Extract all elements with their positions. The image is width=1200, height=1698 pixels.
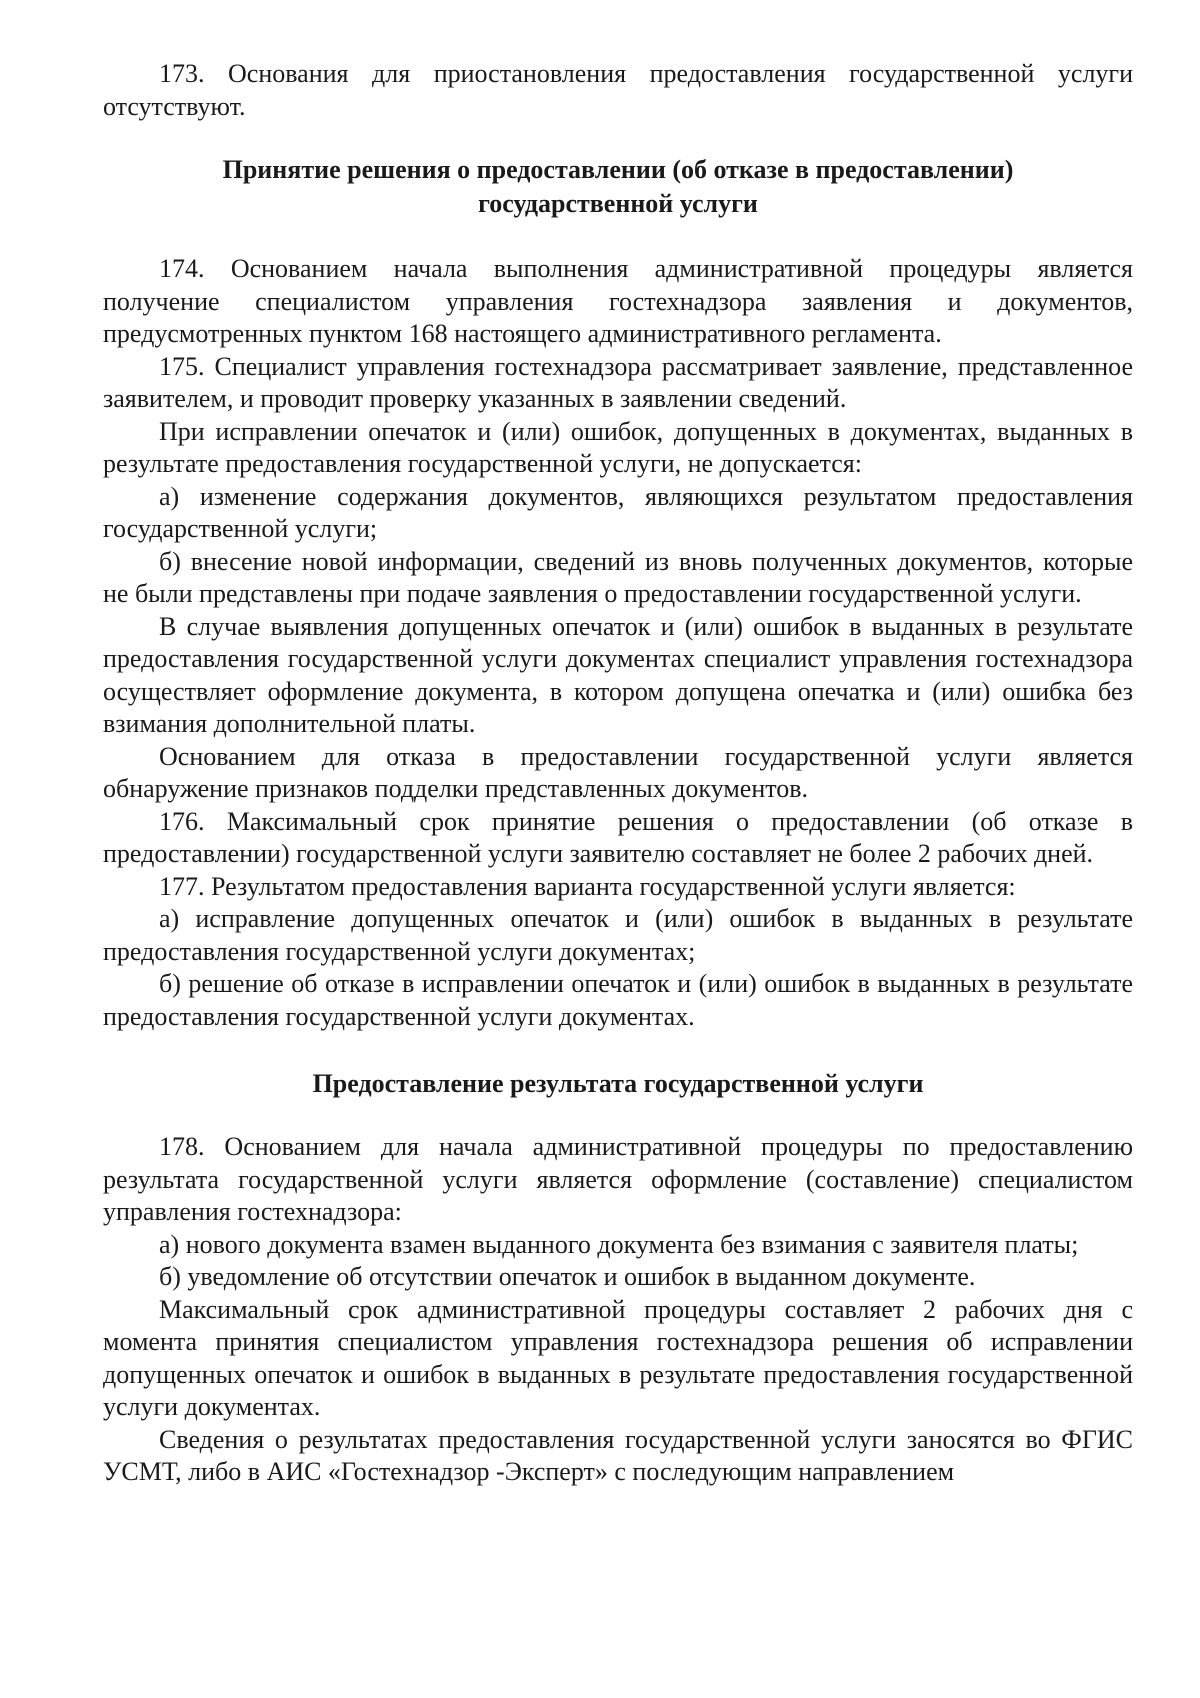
- section-heading-decision: [103, 153, 1133, 221]
- document-page: [103, 58, 1133, 1489]
- paragraph-175: 175. Специалист управления гостехнадзора рассматривает заявление, представленное заявителем, и проводит проверку указанных в заявлении сведений.: [103, 351, 1133, 413]
- section-heading-result: Предоставление результата государственной услуги: [312, 1069, 924, 1098]
- list-item-a-content-change: а) изменение содержания документов, являющихся результатом предоставления государственной услуги;: [103, 481, 1133, 543]
- paragraph-info-entry: Сведения о результатах предоставления государственной услуги заносятся во ФГИС УСМТ, либо в АИС «Гостехнадзор -Эксперт» с последующим направлением: [103, 1424, 1133, 1486]
- paragraph-correction-intro: При исправлении опечаток и (или) ошибок, допущенных в документах, выданных в результате предоставления государственной услуги, не допускается:: [103, 416, 1133, 478]
- section-heading-decision-line1: Принятие решения о предоставлении (об отказе в предоставлении): [222, 155, 1014, 184]
- paragraph-176: 176. Максимальный срок принятие решения о предоставлении (об отказе в предоставлении) государственной услуги заявителю составляет не более 2 рабочих дней.: [103, 806, 1133, 868]
- paragraph-refusal-grounds: Основанием для отказа в предоставлении государственной услуги является обнаружение признаков подделки представленных документов.: [103, 741, 1133, 803]
- section-heading-decision-line2: государственной услуги: [478, 189, 758, 218]
- paragraph-max-term: Максимальный срок административной процедуры составляет 2 рабочих дня с момента принятия специалистом управления гостехнадзора решения об исправлении допущенных опечаток и ошибок в выданных в результате предоставления государственной услуги документах.: [103, 1294, 1133, 1421]
- list-item-a-correction: а) исправление допущенных опечаток и (или) ошибок в выданных в результате предоставления государственной услуги документах;: [103, 904, 1133, 966]
- paragraph-173: 173. Основания для приостановления предоставления государственной услуги отсутствуют.: [103, 59, 1133, 121]
- paragraph-177: 177. Результатом предоставления варианта государственной услуги является:: [159, 871, 1016, 901]
- list-item-a-new-document: а) нового документа взамен выданного документа без взимания с заявителя платы;: [159, 1229, 1079, 1259]
- paragraph-174: 174. Основанием начала выполнения административной процедуры является получение специалистом управления гостехнадзора заявления и документов, предусмотренных пунктом 168 настоящего административного регламента.: [103, 254, 1133, 348]
- list-item-b-new-info: б) внесение новой информации, сведений из вновь полученных документов, которые не были представлены при подаче заявления о предоставлении государственной услуги.: [103, 546, 1133, 608]
- list-item-b-refusal-decision: б) решение об отказе в исправлении опечаток и (или) ошибок в выданных в результате предоставления государственной услуги документах.: [103, 969, 1133, 1031]
- paragraph-178: 178. Основанием для начала административной процедуры по предоставлению результата государственной услуги является оформление (составление) специалистом управления гостехнадзора:: [103, 1132, 1133, 1226]
- list-item-b-notification: б) уведомление об отсутствии опечаток и ошибок в выданном документе.: [159, 1262, 976, 1291]
- paragraph-error-case: В случае выявления допущенных опечаток и (или) ошибок в выданных в результате предоставления государственной услуги документах специалист управления гостехнадзора осуществляет оформление документа, в котором допущена опечатка и (или) ошибка без взимания дополнительной платы.: [103, 611, 1133, 738]
